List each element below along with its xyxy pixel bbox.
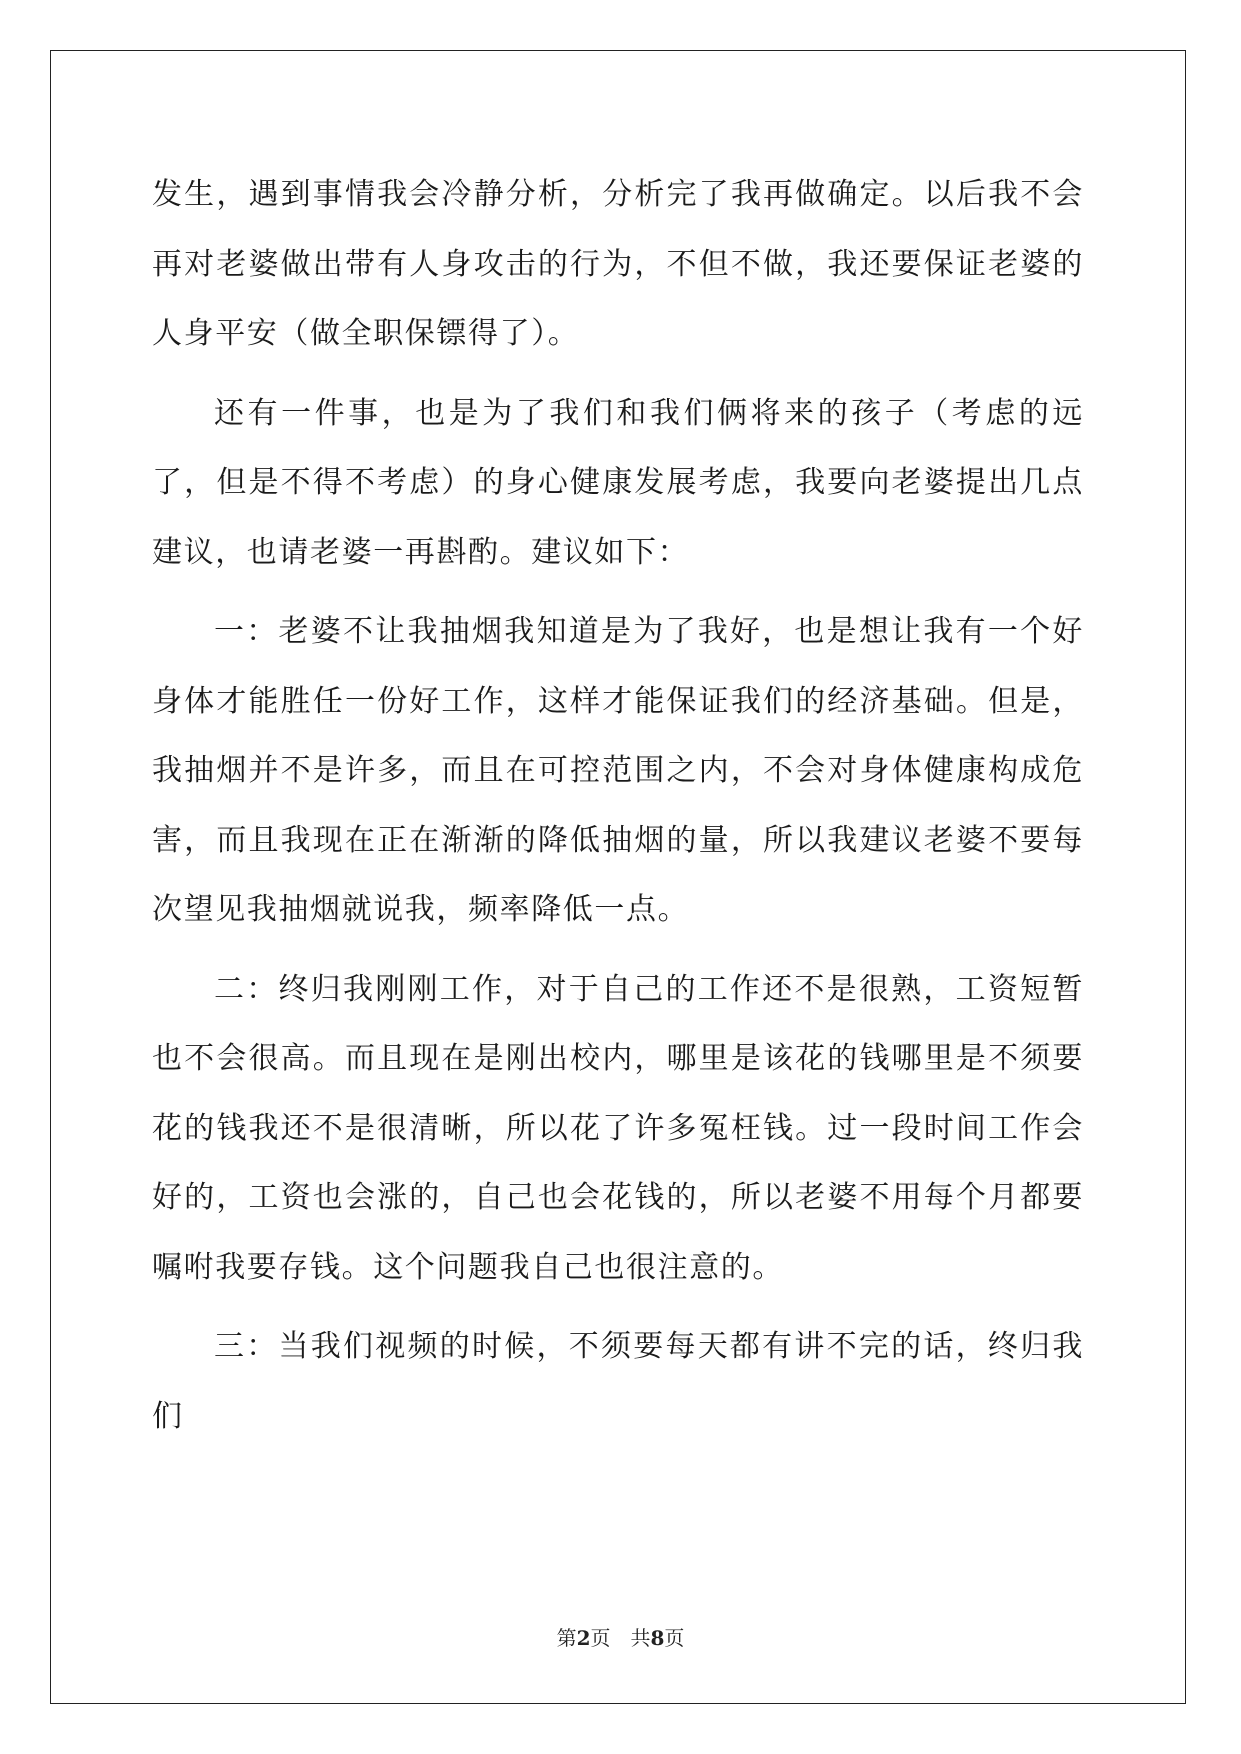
paragraph-2: 还有一件事，也是为了我们和我们俩将来的孩子（考虑的远了，但是不得不考虑）的身心健康发展考虑，我要向老婆提出几点建议，也请老婆一再斟酌。建议如下： (152, 395, 1084, 570)
paragraph-4: 二：终归我刚刚工作，对于自己的工作还不是很熟，工资短暂也不会很高。而且现在是刚出校内，哪里是该花的钱哪里是不须要花的钱我还不是很清晰，所以花了许多冤枉钱。过一段时间工作会好的，工资也会涨的，自己也会花钱的，所以老婆不用每个月都要嘱咐我要存钱。这个问题我自己也很注意的。 (152, 971, 1084, 1285)
paragraph-5: 三：当我们视频的时候，不须要每天都有讲不完的话，终归我们 (152, 1329, 1084, 1434)
footer-page-mid: 页 共 (590, 1626, 651, 1650)
footer-page-suffix: 页 (664, 1626, 685, 1650)
page-footer (0, 1622, 1241, 1651)
footer-page-prefix: 第 (556, 1626, 577, 1650)
paragraph-1: 发生，遇到事情我会冷静分析，分析完了我再做确定。以后我不会再对老婆做出带有人身攻击的行为，不但不做，我还要保证老婆的人身平安（做全职保镖得了）。 (152, 177, 1084, 351)
footer-page-current: 2 (576, 1626, 591, 1650)
paragraph-3: 一：老婆不让我抽烟我知道是为了我好，也是想让我有一个好身体才能胜任一份好工作，这样才能保证我们的经济基础。但是，我抽烟并不是许多，而且在可控范围之内，不会对身体健康构成危害，而且我现在正在渐渐的降低抽烟的量，所以我建议老婆不要每次望见我抽烟就说我，频率降低一点。 (152, 614, 1084, 927)
footer-page-total: 8 (650, 1626, 665, 1650)
document-body (152, 160, 1084, 1461)
